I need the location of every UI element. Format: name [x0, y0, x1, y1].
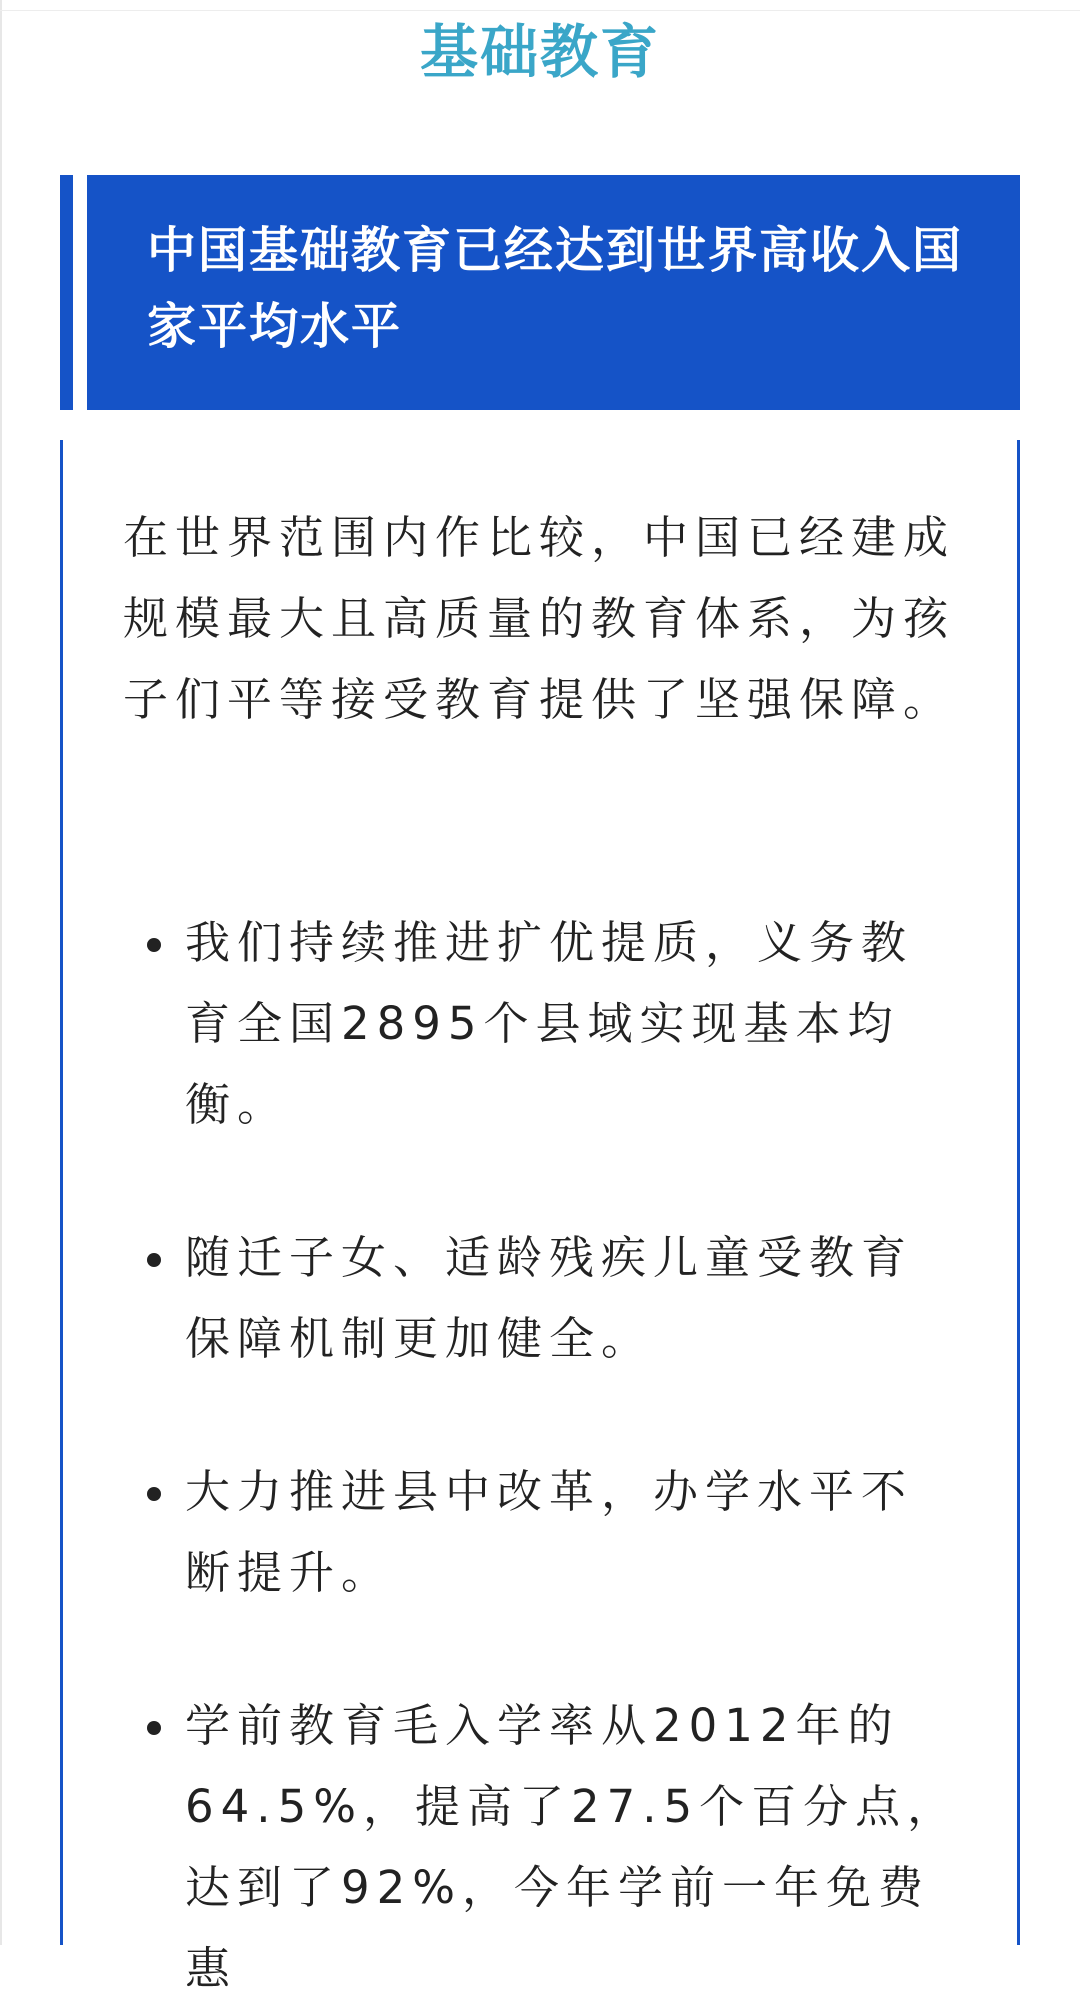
section-title: 基础教育 — [419, 18, 660, 86]
bullet-text: 我们持续推进扩优提质，义务教育全国2895个县域实现基本均衡。 — [185, 916, 914, 1131]
bullet-dot-icon — [147, 938, 161, 952]
left-border-line — [0, 0, 2, 1945]
bullet-text: 学前教育毛入学率从2012年的64.5%，提高了27.5个百分点，达到了92%，今年学前一年免费惠 — [185, 1699, 960, 1995]
bullet-dot-icon — [147, 1487, 161, 1501]
bullet-dot-icon — [147, 1253, 161, 1267]
headline-text: 中国基础教育已经达到世界高收入国家平均水平 — [147, 222, 964, 355]
content-frame — [60, 440, 1020, 1995]
headline-accent-stripe — [60, 175, 73, 410]
headline-panel — [87, 175, 1020, 410]
intro-paragraph: 在世界范围内作比较，中国已经建成规模最大且高质量的教育体系，为孩子们平等接受教育提供了坚强保障。 — [123, 511, 956, 726]
top-border-line — [0, 10, 1080, 11]
bullet-text: 随迁子女、适龄残疾儿童受教育保障机制更加健全。 — [185, 1231, 914, 1365]
bullet-text: 大力推进县中改革，办学水平不断提升。 — [185, 1465, 914, 1599]
headline-banner — [60, 175, 1020, 410]
bullet-dot-icon — [147, 1721, 161, 1735]
